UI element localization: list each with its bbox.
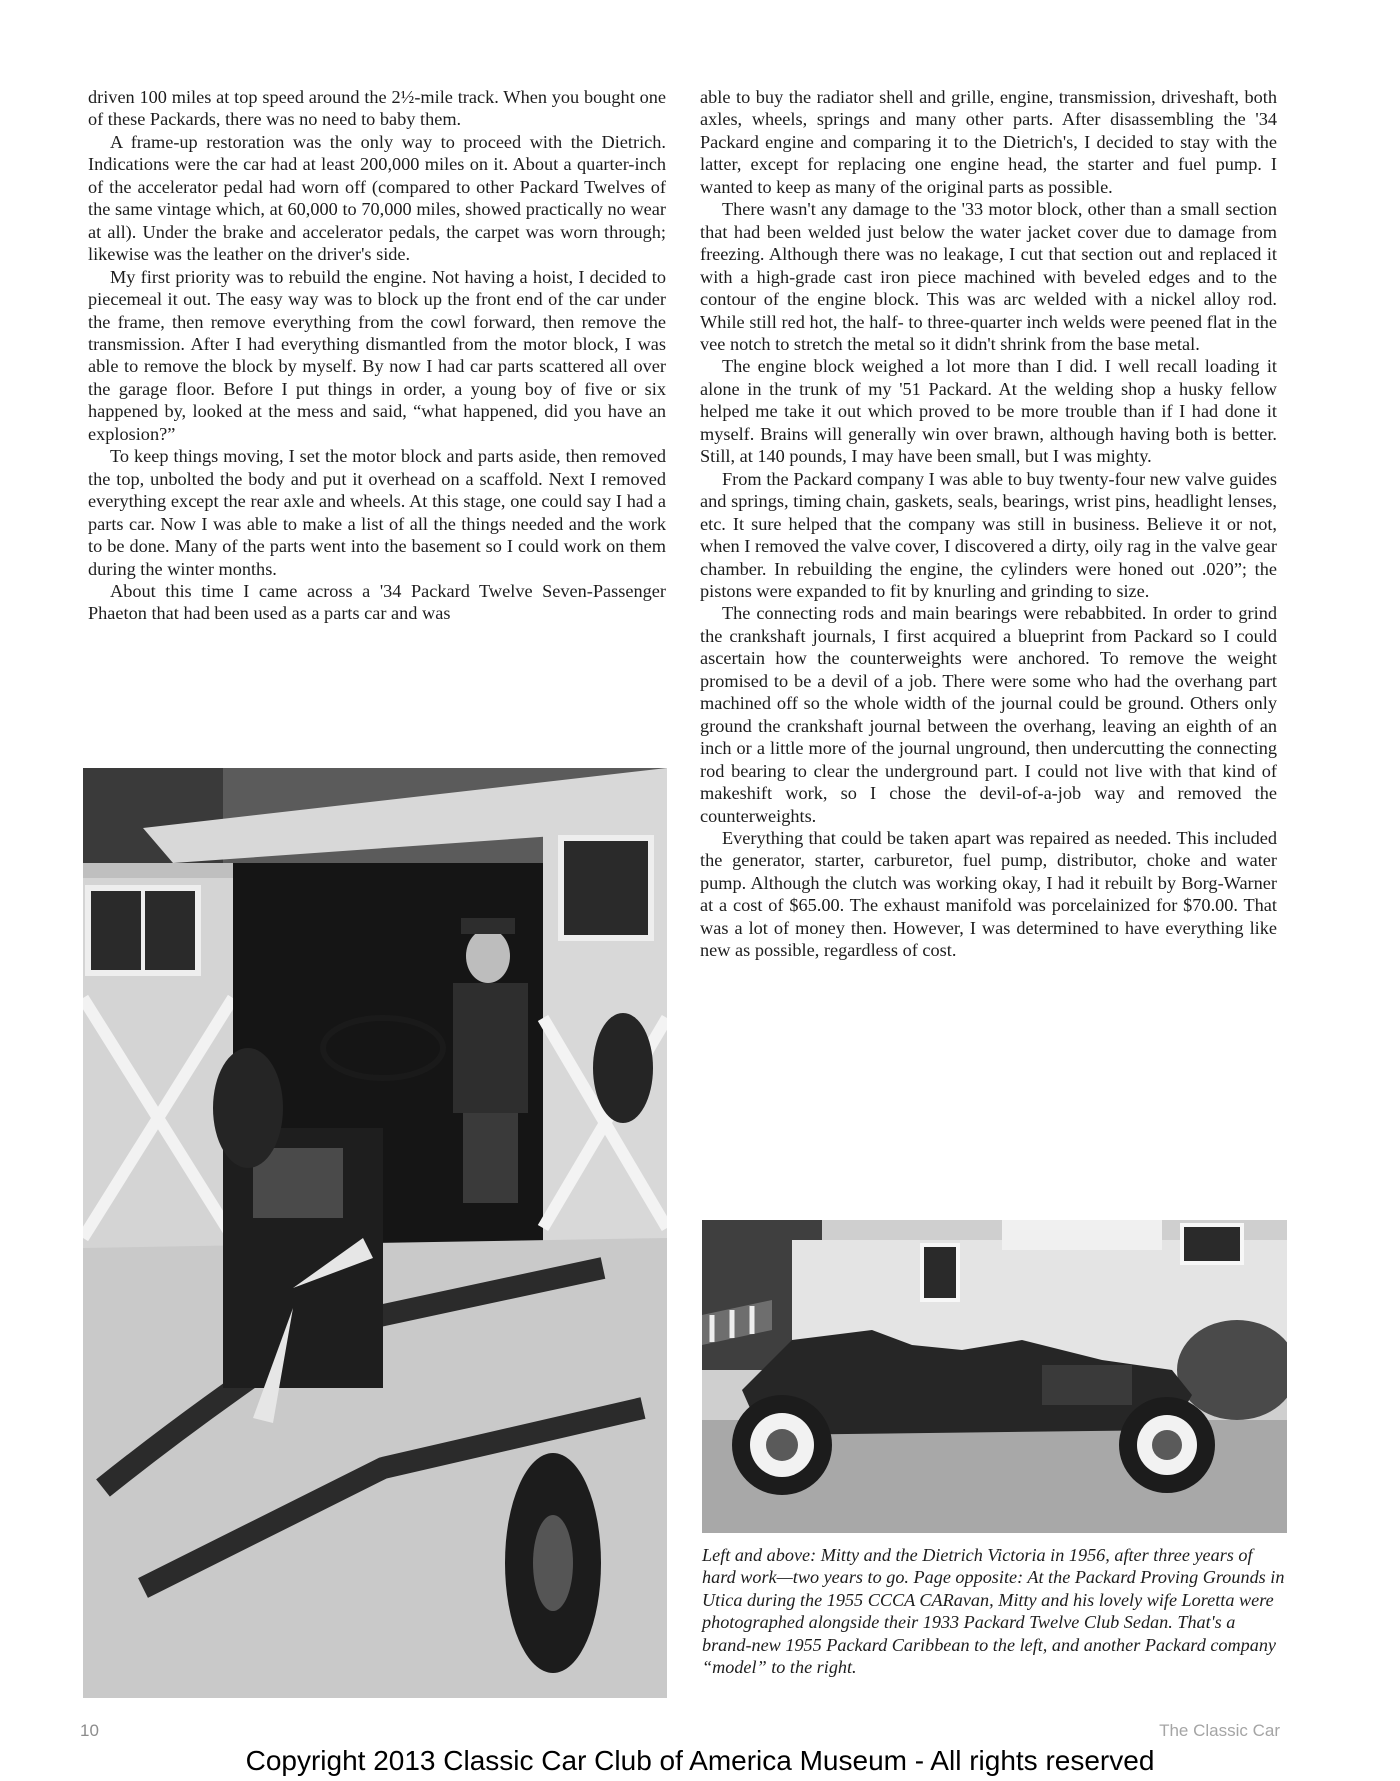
paragraph: About this time I came across a '34 Packard Twelve Seven-Passenger Phaeton that had been used as a parts car and was bbox=[88, 580, 666, 624]
page-number: 10 bbox=[80, 1721, 99, 1740]
photo-chassis-garage bbox=[83, 768, 667, 1698]
article-column-right bbox=[700, 86, 1277, 962]
paragraph: There wasn't any damage to the '33 motor block, other than a small section that had been welded just below the water jacket cover due to damage from freezing. Although there was no leakage, I cut that section out and replaced it with a high-grade cast iron piece machined with beveled edges and to the contour of the engine block. This was arc welded with a nickel alloy rod. While still red hot, the half- to three-quarter inch welds were peened flat in the vee notch to stretch the metal so it didn't shrink from the base metal. bbox=[700, 199, 1277, 354]
paragraph: driven 100 miles at top speed around the 2½-mile track. When you bought one of these Packards, there was no need to baby them. bbox=[88, 87, 666, 130]
paragraph: The engine block weighed a lot more than I did. I well recall loading it alone in the trunk of my '51 Packard. At the welding shop a husky fellow helped me take it out which proved to be more trouble than if I had done it myself. Brains will generally win over brawn, although having both is better. Still, at 140 pounds, I may have been small, but I was mighty. bbox=[700, 356, 1277, 467]
paragraph: The connecting rods and main bearings were rebabbited. In order to grind the crankshaft journals, I first acquired a blueprint from Packard so I could ascertain how the counterweights were anchored. To remove the weight promised to be a devil of a job. There were some who had the overhang part machined off so the whole width of the journal could be ground. Others only ground the crankshaft journal between the overhang, leaving an eighth of an inch or a little more of the journal unground, then undercutting the connecting rod bearing to clear the underground part. I could not live with that kind of makeshift work, so I chose the devil-of-a-job way and removed the counterweights. bbox=[700, 603, 1277, 826]
paragraph: From the Packard company I was able to buy twenty-four new valve guides and springs, timing chain, gaskets, seals, bearings, wrist pins, headlight lenses, etc. It sure helped that the company was still in business. Believe it or not, when I removed the valve cover, I discovered a dirty, oily rag in the valve gear chamber. In rebuilding the engine, the cylinders were honed out .020”; the pistons were expanded to fit by knurling and grinding to size. bbox=[700, 468, 1277, 601]
copyright-notice: Copyright 2013 Classic Car Club of America Museum - All rights reserved bbox=[245, 1745, 1155, 1776]
photo-chassis-side bbox=[702, 1220, 1287, 1533]
photo-chassis-garage-illustration bbox=[83, 768, 667, 1698]
paragraph: To keep things moving, I set the motor block and parts aside, then removed the top, unbolted the body and put it overhead on a scaffold. Next I removed everything except the rear axle and wheels. At this stage, one could say I had a parts car. Now I was able to make a list of all the things needed and the work to be done. Many of the parts went into the basement so I could work on them during the winter months. bbox=[88, 446, 666, 579]
magazine-name: The Classic Car bbox=[1159, 1721, 1280, 1740]
paragraph: My first priority was to rebuild the engine. Not having a hoist, I decided to piecemeal it out. The easy way was to block up the front end of the car under the frame, then remove everything from the cowl forward, then remove the transmission. After I had everything dismantled from the motor block, I was able to remove the block by myself. By now I had car parts scattered all over the garage floor. Before I put things in order, a young boy of five or six happened by, looked at the mess and said, “what happened, did you have an explosion?” bbox=[88, 266, 666, 444]
paragraph: A frame-up restoration was the only way to proceed with the Dietrich. Indications were the car had at least 200,000 miles on it. About a quarter-inch of the accelerator pedal had worn off (compared to other Packard Twelves of the same vintage which, at 60,000 to 70,000 miles, showed practically no wear at all). Under the brake and accelerator pedals, the carpet was worn through; likewise was the leather on the driver's side. bbox=[88, 131, 666, 265]
paragraph: Everything that could be taken apart was repaired as needed. This included the generator, starter, carburetor, fuel pump, distributor, choke and water pump. Although the clutch was working okay, I had it rebuilt by Borg-Warner at a cost of $65.00. The exhaust manifold was porcelainized for $70.00. That was a lot of money then. However, I was determined to have everything like new as possible, regardless of cost. bbox=[700, 827, 1277, 961]
paragraph: able to buy the radiator shell and grille, engine, transmission, driveshaft, both axles, wheels, springs and many other parts. After disassembling the '34 Packard engine and comparing it to the Dietrich's, I decided to stay with the latter, except for replacing one engine head, the starter and fuel pump. I wanted to keep as many of the original parts as possible. bbox=[700, 87, 1277, 197]
photo-caption: Left and above: Mitty and the Dietrich Victoria in 1956, after three years of hard work—two years to go. Page opposite: At the Packard Proving Grounds in Utica during the 1955 CCCA CARavan, Mitty and his lovely wife Loretta were photographed alongside their 1933 Packard Twelve Club Sedan. That's a brand-new 1955 Packard Caribbean to the left, and another Packard company “model” to the right. bbox=[702, 1545, 1285, 1678]
photo-chassis-side-illustration bbox=[702, 1220, 1287, 1533]
article-column-left bbox=[88, 86, 666, 625]
